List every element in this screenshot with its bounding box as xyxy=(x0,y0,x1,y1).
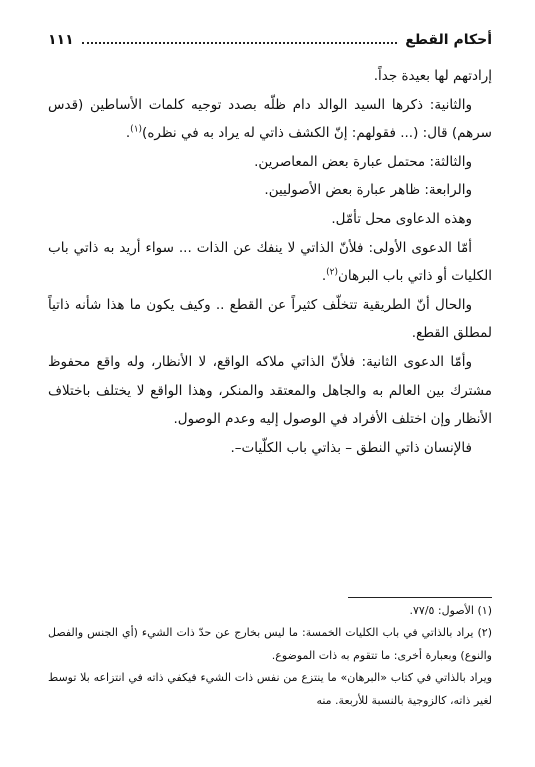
paragraph-6-end: . xyxy=(321,268,327,285)
paragraph-1: إرادتهم لها بعيدة جداً. xyxy=(373,68,492,84)
footnotes xyxy=(48,600,492,712)
footnote-ref-2: (٢) xyxy=(326,267,338,278)
running-header xyxy=(48,30,492,54)
footnote-2-continued: ويراد بالذاتي في كتاب «البرهان» ما ينتزع من نفس ذات الشيء فيكفي ذاته في انتزاعه بلا توسط لغير ذاته، كالزوجية بالنسبة للأربعة. منه xyxy=(48,671,492,707)
header-title: أحكام القطع xyxy=(405,32,492,48)
paragraph-6 xyxy=(48,234,492,291)
body-text xyxy=(48,62,492,462)
header-dotted-leader xyxy=(82,30,398,44)
paragraph-4: والرابعة: ظاهر عبارة بعض الأصوليين. xyxy=(264,182,472,199)
footnote-2: (٢) يراد بالذاتي في باب الكليات الخمسة: ما ليس بخارج عن حدّ ذات الشيء (أي الجنس والفصل والنوع) وبعبارة أخرى: ما تتقوم به ذات الموضوع. xyxy=(48,626,492,662)
paragraph-8: وأمّا الدعوى الثانية: فلأنّ الذاتي ملاكه الواقع، لا الأنظار، وله واقع محفوظ مشترك بين العالم به والجاهل والمعتقد والمنكر، وهذا الواقع لا يختلف باختلاف الأنظار وإن اختلف الأفراد في الوصول إليه وعدم الوصول. xyxy=(48,353,492,428)
paragraph-5: وهذه الدعاوى محل تأمّل. xyxy=(331,210,472,227)
footnote-1: (١) الأصول: ٧٧/٥. xyxy=(409,604,492,617)
paragraph-2 xyxy=(48,91,492,148)
footnote-ref-1: (١) xyxy=(130,124,143,135)
paragraph-7: والحال أنّ الطريقية تتخلّف كثيراً عن القطع .. وكيف يكون ما هذا شأنه ذاتياً لمطلق القطع. xyxy=(48,296,492,342)
paragraph-9: فالإنسان ذاتي النطق – بذاتي باب الكلّيات–. xyxy=(230,439,472,456)
paragraph-6-text: أمّا الدعوى الأولى: فلأنّ الذاتي لا ينفك عن الذات ... سواء أريد به ذاتي باب الكليات أو ذاتي باب البرهان xyxy=(48,239,492,285)
footnote-separator xyxy=(348,597,492,598)
paragraph-2-text: والثانية: ذكرها السيد الوالد دام ظلّه بصدد توجيه كلمات الأساطين (قدس سرهم) قال: (... فقولهم: إنّ الكشف ذاتي له يراد به في نظره) xyxy=(48,96,492,142)
paragraph-2-end: . xyxy=(125,125,131,142)
paragraph-3: والثالثة: محتمل عبارة بعض المعاصرين. xyxy=(254,153,472,170)
page-number: ١١١ xyxy=(48,32,74,48)
